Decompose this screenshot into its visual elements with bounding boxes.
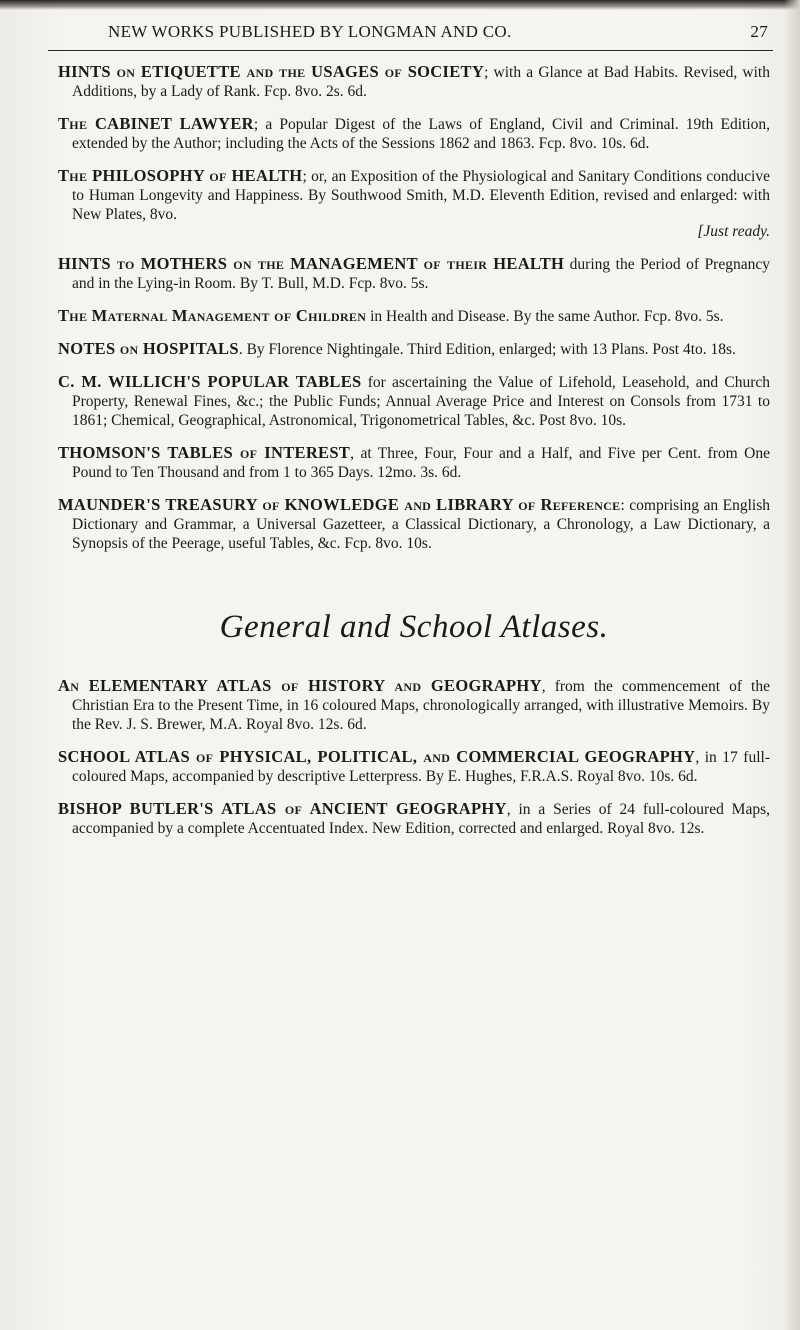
book-entry-title: MAUNDER'S TREASURY of KNOWLEDGE and LIBRARY of Reference [58,495,621,514]
book-entry [58,166,770,241]
book-entry-title: C. M. WILLICH'S POPULAR TABLES [58,372,362,391]
book-entry [58,495,770,553]
book-entry [58,799,770,838]
book-entry-title: The CABINET LAWYER [58,114,254,133]
book-entry-description: , in 17 full-coloured Maps, accompanied by descriptive Letterpress. By E. Hughes, F.R.A.S. Royal 8vo. 10s. 6d. [72,749,770,785]
book-entry [58,443,770,482]
book-entry-description: , in a Series of 24 full-coloured Maps, accompanied by a complete Accentuated Index. New Edition, corrected and enlarged. Royal 8vo. 12s. [72,801,770,837]
book-entry-description: in Health and Disease. By the same Author. Fcp. 8vo. 5s. [366,308,724,325]
page-content [58,62,770,851]
book-entry-title: NOTES on HOSPITALS [58,339,239,358]
header-rule [48,50,773,51]
advertisement-list [58,62,770,553]
section-title: General and School Atlases. [219,609,609,645]
book-entry [58,254,770,293]
book-entry-description: during the Period of Pregnancy and in the Lying-in Room. By T. Bull, M.D. Fcp. 8vo. 5s. [72,256,770,292]
book-entry-description: : comprising an English Dictionary and Grammar, a Universal Gazetteer, a Classical Dictionary, a Chronology, a Law Dictionary, a Synopsis of the Peerage, useful Tables, &c. Fcp. 8vo. 10s. [72,497,770,552]
book-entry-description: . By Florence Nightingale. Third Edition, enlarged; with 13 Plans. Post 4to. 18s. [238,341,736,358]
book-entry-description: for ascertaining the Value of Lifehold, Leasehold, and Church Property, Renewal Fines, &c.; the Public Funds; Annual Average Price and Interest on Consols from 1731 to 1861; Chemical, Geographical, Astronomical, Trigonometrical Tables, &c. Post 8vo. 10s. [72,374,771,429]
atlas-advertisement-list [58,676,770,838]
book-entry [58,62,770,101]
book-entry-title: HINTS on ETIQUETTE and the USAGES of SOCIETY [58,62,485,81]
running-head [48,22,768,42]
page-number: 27 [750,22,768,41]
page-right-edge [784,0,800,1330]
running-head-title: NEW WORKS PUBLISHED BY LONGMAN AND CO. [108,22,512,41]
book-entry-description: ; with a Glance at Bad Habits. Revised, with Additions, by a Lady of Rank. Fcp. 8vo. 2s. 6d. [72,64,770,100]
book-entry-title: THOMSON'S TABLES of INTEREST [58,443,351,462]
book-entry-title: HINTS to MOTHERS on the MANAGEMENT of their HEALTH [58,254,565,273]
book-entry-title: SCHOOL ATLAS of PHYSICAL, POLITICAL, and COMMERCIAL GEOGRAPHY [58,747,696,766]
book-entry-description: , at Three, Four, Four and a Half, and Five per Cent. from One Pound to Ten Thousand and from 1 to 365 Days. 12mo. 3s. 6d. [72,445,770,481]
book-entry-title: An ELEMENTARY ATLAS of HISTORY and GEOGRAPHY [58,676,542,695]
book-entry-title: The PHILOSOPHY of HEALTH [58,166,303,185]
book-entry-note: [Just ready. [697,223,770,240]
book-entry-description: ; or, an Exposition of the Physiological and Sanitary Conditions conducive to Human Longevity and Happiness. By Southwood Smith, M.D. Eleventh Edition, revised and enlarged: with New Plates, 8vo. [72,168,770,223]
book-entry-title: BISHOP BUTLER'S ATLAS of ANCIENT GEOGRAPHY [58,799,507,818]
book-entry [58,114,770,153]
book-entry-description: ; a Popular Digest of the Laws of England, Civil and Criminal. 19th Edition, extended by the Author; including the Acts of the Sessions 1862 and 1863. Fcp. 8vo. 10s. 6d. [72,116,771,152]
book-entry [58,306,770,326]
book-entry [58,747,770,786]
page-top-edge [0,0,800,10]
book-entry [58,339,770,359]
book-entry [58,372,770,430]
book-entry-description: , from the commencement of the Christian Era to the Present Time, in 16 coloured Maps, chronologically arranged, with illustrative Memoirs. By the Rev. J. S. Brewer, M.A. Royal 8vo. 12s. 6d. [72,678,770,733]
book-entry-title: The Maternal Management of Children [58,306,367,325]
book-entry [58,676,770,734]
